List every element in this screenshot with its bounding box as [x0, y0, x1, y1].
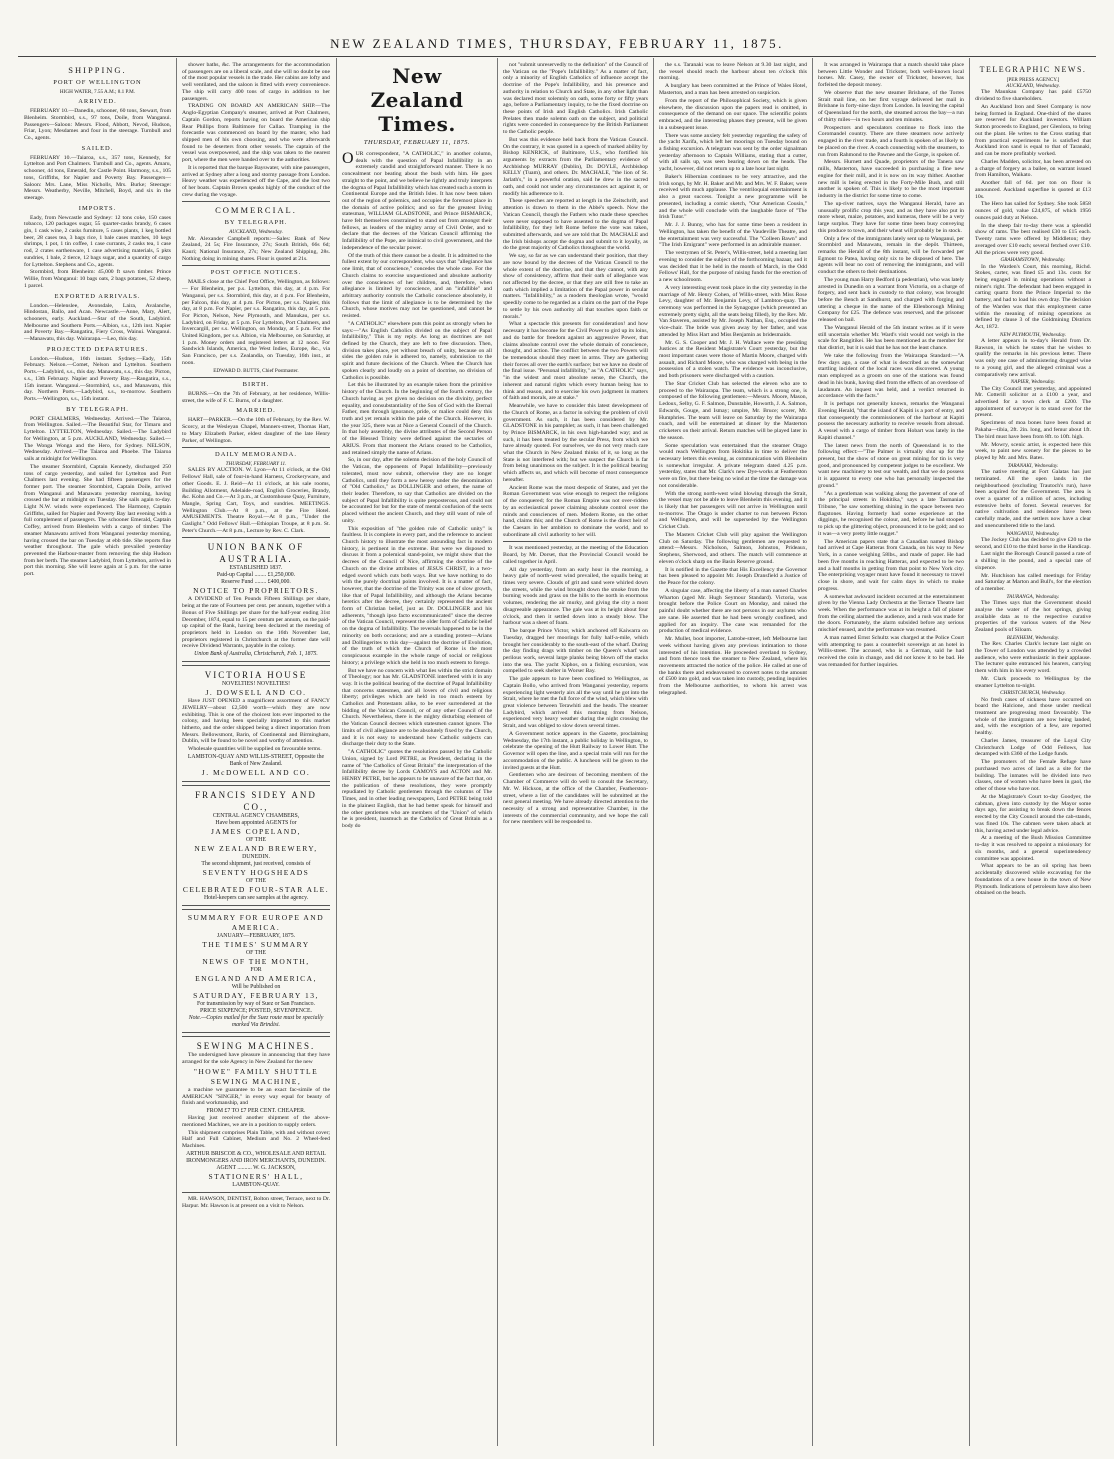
exports-text: London.—Helenslee, Avonsdale, Laira, Avalanche, Hindostan, Ballo, and Acan. Newcastle.—Anne, Mary, Alert, schooners, early. Auckland.—Star of the South, Ladybird. Melbourne and Southern Ports.—Albion, s.s., 12th inst. Napier and Poverty Bay.—Rangatira, Fiery Cross, Wainui. Wanganui.—Manawatu, this day. Wairarapa.—Leo, this day.	[24, 302, 171, 343]
post-heading: POST OFFICE NOTICES.	[210, 269, 302, 277]
article-paragraph: shower baths, &c. The arrangements for the accommodation of passengers are on a liberal scale, and she will no doubt be one of the most popular vessels in the trade. Her cabins are lofty and well ventilated, and the saloon is fitted with every convenience. The ship will carry 400 tons of cargo in addition to her passengers.	[182, 62, 330, 102]
advert-line: The second shipment, just received, consists of	[201, 861, 311, 868]
article-paragraph: It is reported that the barque Bayswater, with nine passengers, arrived at Sydney after a long and stormy passage from London. Heavy weather was experienced off the Cape, and she lost two of her boats. Captain Brown speaks highly of the conduct of the crew during the voyage.	[182, 164, 330, 198]
advert-line: PRICE SIXPENCE; POSTED, SEVENPENCE.	[200, 1008, 312, 1015]
news-paragraph: The up-river natives, says the Wanganui Herald, have an unusually prolific crop this year, and as they have also put in more wheat, maize, potatoes, and kumeras, there will be a very large surplus. They have for some time been busy conveying this produce to town, and their wheat will probably be in stock.	[818, 200, 964, 234]
bank-capital: Paid-up Capital ........ £1,250,000.	[216, 572, 296, 579]
telegram: Mr. Clark proceeds to Wellington by the steamer Lyttelton to-night.	[975, 675, 1091, 689]
advert-line: For transmission by way of Suez or San Francisco.	[196, 1001, 315, 1008]
memoranda-heading: DAILY MEMORANDA.	[215, 451, 297, 459]
leader-paragraph: "A CATHOLIC" quotes the resolutions passed by the Catholic Union, signed by Lord PETRE, as President, declaring in the name of "the Catholics of Great Britain" the interpretation of the Infallibility decree by Lords CAMOYS and ACTON and Mr. HENRY PETRE, but he appears to be unaware of the fact that, on the publication of these resolutions, they were promptly repudiated by Catholic gentlemen through the columns of The Times, and in other leading newspapers, Lord PETRE being told in the plainest English, that he had better speak for himself and the other gentlemen who are members of the "Union" of which he is president, inasmuch as the Catholics of Great Britain as a body do	[342, 749, 492, 829]
advert-text: Having just received another shipment of the above-mentioned Machines, we are in a position to supply orders.	[182, 1115, 330, 1128]
column-general-news	[818, 62, 964, 1442]
advert-line: Hotel-keepers can see samples at the agency.	[203, 895, 309, 902]
advert-line: JAMES COPELAND,	[210, 827, 301, 837]
advert-line: STATIONERS' HALL,	[208, 1172, 304, 1182]
news-paragraph: All day yesterday, from an early hour in the morning, a heavy gale of north-west wind prevailed, the squalls being at times very severe. Clouds of grit and sand were whirled down the streets, while the wind brought down the smoke from the burning woods and grass on the hills to the north in enormous volumes, rendering the air murky, and giving the city a most disagreeable appearance. The gale was at its height about four o'clock, and then it settled down into a steady blow. The harbour was a sheet of foam.	[503, 566, 648, 627]
advert-line: OF THE	[245, 878, 267, 885]
port-heading: PORT OF WELLINGTON	[53, 79, 142, 86]
news-paragraph: The Star Cricket Club has selected the eleven who are to proceed to the Wairarapa. The team, which is a strong one, is composed of the following gentlemen:—Messrs. Moore, Mason, Ledoux, Selby, G. F. Salmon, Dunstable, Howorth, J. A. Salmon, Edwards, Gouge, and Ismay; umpire, Mr. Bruce; scorer, Mr. Humphries. The team will leave on Saturday by the Wairarapa coach, and will be entertained at dinner by the Masterton cricketers on their arrival. Return matches will be played later in the season.	[659, 381, 807, 441]
telegram: Charles Madden, solicitor, has been arrested on a charge of forgery as a bailee, on warrant issued from Hamilton, Waikato.	[975, 158, 1091, 179]
sailed-heading: SAILED.	[81, 144, 114, 152]
leader-paragraph: Meanwhile, we have to consider this latest development of the Church of Rome, as a factor in solving the problem of civil government. As such, it has been considered by Mr. GLADSTONE in his pamphlet; as such, it has been challenged by Prince BISMARCK, in his own high-handed way; and as such, it has been treated by the secular Press, from which we have already quoted. For ourselves, we do not very much care what the Church in New Zealand thinks of it, so long as the State is not interfered with; but we suspect the Church is far from being unanimous on the subject. It is the political bearing which affects us, and which will become of most consequence hereafter.	[503, 403, 648, 483]
news-paragraph: There was some anxiety felt yesterday regarding the safety of the yacht Xarifa, which left her moorings on Tuesday bound on a fishing excursion. A telegram was sent by the order signalman yesterday afternoon to Captain Williams, stating that a cutter, with all sails up, was seen bearing down on the heads. The yacht, however, did not return up to a late hour last night.	[659, 132, 807, 173]
news-paragraph: The vestrymen of St. Peter's, Willis-street, held a meeting last evening to consider the subject of the forthcoming bazaar, and it was decided that it be held in the month of March, in the Odd Fellows' Hall, for the purpose of raising funds for the erection of a new schoolroom.	[659, 250, 807, 283]
advert-line: LAMBTON-QUAY.	[232, 1182, 280, 1189]
news-paragraph: It is perhaps not generally known, remarks the Wanganui Evening Herald, "that the island of Kapiti is a port of entry, and that consequently the commissioners of the harbour at Kapiti possess the necessary authority to receive vessels from abroad. A vessel with a cargo of timber from Hobart was lately in the Kapiti channel."	[818, 401, 964, 441]
telegram: In the sheep fair to-day there was a splendid show of rams. The best realised £30 to £15 each. Twenty rams were offered by Middleton; they averaged over £10 each; several fetched over £10. All the prices were very good.	[975, 222, 1091, 256]
imports-text: Stormbird, from Blenheim: 45,000 ft sawn timber. Prince Willie, from Wanganui: 10 bags oats, 2 bags potatoes, 52 sheep, 1 parcel.	[24, 269, 171, 289]
telegraph-text: PORT CHALMERS, Wednesday. Arrived.—The Taiaroa, from Wellington. Sailed.—The Beautiful Star, for Timaru and Lyttelton. LYTTELTON, Wednesday. Sailed.—The Ladybird for Wellington, at 5 p.m. AUCKLAND, Wednesday. Sailed.—The Wonga Wonga and the Hero, for Sydney. NELSON, Wednesday. Arrived.—The Taiaroa and Phoebe. The Taiaroa sails at midnight for Wellington.	[24, 415, 171, 462]
advert-line: SATURDAY, FEBRUARY 13,	[193, 991, 319, 1001]
leader-paragraph: But we have no concern with what lies within the strict domain of Theology; nor has Mr. GLADSTONE interfered with it in any way. It is the political bearing of the doctrine of Papal Infallibility that concerns statesmen, and all lovers of civil and religious liberty; privileges which are held in too much esteem by Catholics and Protestants alike, to be ever surrendered at the bidding of the Vatican Council, or of any other Council of the Church. Nevertheless, there is the mighty disturbing element of the Vatican Council decrees which statesmen cannot ignore. The limits of civil allegiance are to be absolutely fixed by the Church, and it is not easy to understand how Catholic subjects can discharge their duty to the State.	[342, 667, 492, 748]
news-paragraph: A man named Ernst Schultz was charged at the Police Court with attempting to pass a counterfeit sovereign at an hotel in Willis-street. The accused, who is a German, said he had received the coin in change, and did not know it to be bad. He was remanded for further inquiries.	[818, 634, 964, 668]
commercial-dateline: AUCKLAND, Wednesday.	[229, 229, 283, 236]
telegram: The promoters of the Female Refuge have purchased two acres of land as a site for the building. The inmates will be divided into two classes, one of women who have been in gaol, the other of those who have not.	[975, 759, 1091, 793]
advert-title: VICTORIA HOUSE	[204, 670, 308, 681]
news-paragraph: It was arranged in Wairarapa that a match should take place between Little Wonder and Trickster, both well-known local horses. Mr. Casey, the owner of Trickster, however, has forfeited the deposit money.	[818, 62, 964, 89]
summary-advert	[182, 909, 330, 1033]
dateline: CHRISTCHURCH, Wednesday.	[1000, 690, 1066, 697]
dateline: GRAHAMSTOWN, Wednesday.	[1000, 257, 1066, 264]
news-paragraph: Prospectors and speculators continue to flock into the Coromandel country. There are three steamers now actively engaged in the river trade, and a fourth is spoken of as likely to be placed on the river. A coach connecting with the steamers, to run from Rahmond to the Pawnee and the Gorge, is spoken of.	[818, 124, 964, 158]
bank-established: ESTABLISHED 1837.	[229, 565, 283, 572]
news-paragraph: A somewhat awkward incident occurred at the entertainment given by the Vienna Lady Orchestra at the Terrace Theatre last week. When the performance was at its height a fall of plaster from the ceiling alarmed the audience, and a rush was made for the doors. Fortunately, the alarm subsided before any serious mischief ensued, and the performance was resumed.	[818, 593, 964, 634]
births-text: BURNS.—On the 7th of February, at her residence, Willis-street, the wife of F. C. Burns, of a daughter.	[182, 390, 330, 404]
news-paragraph: "As a gentleman was walking along the pavement of one of the principal streets in Hokitika," says a late Tasmanian Tribune, "he saw something shining in the space between two flagstones. Having formerly had some experience at the diggings, he recognised the colour, and, before he had stooped to pick up the glittering object, pronounced it to be gold; and so it was—a very pretty little nugget."	[818, 490, 964, 537]
press-agency: [PER PRESS AGENCY.]	[1006, 77, 1060, 83]
bank-signature: Union Bank of Australia, Christchurch, Feb. 1, 1875.	[194, 651, 318, 658]
news-paragraph: the s.s. Taranaki was to leave Nelson at 9.30 last night, and the vessel should reach the harbour about ten o'clock this morning.	[659, 62, 807, 82]
column-notices	[182, 62, 330, 1442]
telegram: At a meeting of the Bush Mission Committee to-day it was resolved to appoint a missionary for six months, and a general superintendency committee was appointed.	[975, 835, 1091, 862]
arrived-text: FEBRUARY 10.—Danedin, schooner, 60 tons, Stewart, from Blenheim. Stormbird, s.s., 97 tons, Doile, from Wanganui. Passengers—Saloon: Messrs. Flood, Abbott, Nevod, Hudson, Friar, Lyon; Mesdames and four in the steerage. Turnbull and Co., agents.	[24, 108, 171, 142]
telegraphic-heading: TELEGRAPHIC NEWS.	[979, 65, 1087, 74]
drop-cap: O	[342, 150, 354, 167]
news-paragraph: The American papers state that a Canadian named Bishop had arrived at Cape Hatteras from Canada, on his way to New York, in a canoe weighing 58lbs., and made of paper. He had been five months in reaching Hatteras, and expected to be two and a half months in getting from that point to New York city. The enterprising voyager must have found it necessary to travel close in shore, and wait for calm days in which to make progress.	[818, 538, 964, 592]
news-paragraph: A singular case, affecting the liberty of a man named Charles Wharton (aged Mr. Hugh Seymour Standard). Victoria, was brought before the Police Court on Monday, and raised the painful doubt whether there are not persons in our asylums who are sane. He asserted that he had been wrongly confined, and applied for an inquiry. The case was remanded for the production of medical evidence.	[659, 588, 807, 635]
masthead-rule	[18, 56, 1096, 57]
advert-line: OF THE	[245, 837, 267, 844]
memoranda-text: SALES BY AUCTION. W. Lyon—At 11 o'clock, at the Old Fellows' Hall, sale of four-in-hand Harness, Crockeryware, and other Goods. E. J. Reid—At 11 o'clock, at his sale rooms, Building Allotment, Adelaide-road, English Groceries, Brandy, &c. Kohn and Co.—At 3 p.m., at Customhouse Quay, Furniture, Mangle, Spring Cart, Toys, and sundries. MEETINGS. Wellington Club.—At 8 p.m., at the Fire Hotel. AMUSEMENTS. Theatre Royal.—At 8 p.m., "Under the Gaslight." Odd Fellows' Hall.—Ethiopian Troupe, at 8 p.m. St. Peter's Church.—At 8 p.m., Lecture by Rev. C. Clark.	[182, 467, 330, 534]
telegram: The City Council met yesterday, and appointed Mr. Cotterill solicitor at a £100 a year, and advertised for a town clerk at £200. The appointment of surveyor is to stand over for the present.	[975, 385, 1091, 419]
births-heading: BIRTH.	[242, 380, 270, 388]
news-paragraph: The latest news from the north of Queensland is to the following effect:—"The Palmer is virtually shut up for the present, but the show of stone on great mining for tin is very good, and pronounced by competent judges to be excellent. We want new machinery to test our wealth, and that we do possess it is apparent to every one who has personally inspected the ground."	[818, 442, 964, 489]
advert-line: JANUARY—FEBRUARY, 1875.	[216, 933, 296, 940]
news-paragraph: We take the following from the Wairarapa Standard:—"A few days ago, a case of what is described as the somewhat startling incident of the local races was discovered. A young man employed as a groom on one of the stations was found dead in his bunk, having died from the effects of an overdose of laudanum. An inquest was held, and a verdict returned in accordance with the facts."	[818, 353, 964, 400]
bank-name: UNION BANK OF AUSTRALIA.	[207, 542, 305, 565]
news-paragraph: A Government notice appears in the Gazette, proclaiming Wednesday, the 17th instant, a public holiday in Wellington, to celebrate the opening of the Hutt Railway to Lower Hutt. The Governor will open the line, and a special train will run for the accommodation of the public. A luncheon will be given to the invited guests at the Hutt.	[503, 731, 648, 771]
news-paragraph: Some speculation was entertained that the steamer Otago would reach Wellington from Hokitika in time to deliver the necessary letters this evening, as communication with Blenheim is somewhat irregular. A private telegram dated 4.25 p.m. yesterday, states that Mr. Clark's new Dye-works at Featherston were on fire, but there being no wind at the time the damage was not considerable.	[659, 442, 807, 489]
news-paragraph: Messrs. Hurnett and Quade, proprietors of the Tanera saw mills, Masterton, have succeeded in purchasing a fine new engine for their mill, and it is now on its way thither. Another new mill is being erected in the Forty-Mile Bush, and still another is spoken of. This is likely to be the most important industry in the district for some time to come.	[818, 159, 964, 199]
exports-heading: EXPORTED ARRIVALS.	[54, 292, 141, 300]
sailed-text: FEBRUARY 10.—Taiaroa, s.s., 357 tons, Kennedy, for Lyttelton and Port Chalmers. Turnbull and Co., agents. Amaru, schooner, 44 tons, Emerald, for Castle Point. Harmony, s.s., 105 tons, Griffiths, for Napier and Poverty Bay. Passengers—Saloon: Mrs. Lane, Miss Nicholls, Mrs. Burke; Steerage: Messrs. Weatherby, Neville, Mitchell, Boyd, and six in the steerage.	[24, 154, 171, 201]
dateline: WANGANUI, Wednesday.	[1006, 530, 1060, 537]
leader-paragraph: These speeches are reported at length in the Zeitschrift, and attention is drawn to them in the Abbé's speech. Now the Vatican Council, though the Fathers who made these speeches were never supposed to have assented to the dogma of Papal Infallibility, for they left Rome before the vote was taken, submitted afterwards, and we are told that Dr. MACHALE and the Irish bishops accept the dogma and submit to it loyally, as do the great majority of Catholics throughout the world.	[503, 198, 648, 252]
divider	[182, 265, 330, 266]
post-signature: EDWARD D. BUTTS, Chief Postmaster.	[213, 367, 299, 374]
telegraph-heading: BY TELEGRAPH.	[66, 405, 129, 413]
married-heading: MARRIED.	[236, 407, 276, 415]
advert-line: Will be Published on	[231, 984, 281, 991]
news-paragraph: The gale appears to have been confined to Wellington, as Captain Bollo, who arrived from Wanganui yesterday, reports experiencing light westerly airs all the way until he got into the Strait, where he met the full force of the wind, which blew with great violence between Terawhiti and the heads. The steamer Ladybird, which arrived this morning from Nelson, experienced very heavy weather during the night crossing the Strait, and was obliged to slow down several times.	[503, 676, 648, 730]
advert-line: SEVENTY HOGSHEADS	[202, 868, 310, 878]
leader-paragraph: Let this be illustrated by an example taken from the primitive history of the Church. In the beginning of the fourth century, the Church having as yet given no decision on the divinity, perfect equality, and consubstantiality of the Son of God with the Eternal Father, men through ignorance, pride, or malice could deny this truth and yet remain within the pale of the Church. However, in the year 325, there was at Nice a General Council of the Church. In that holy assembly, the divine attributes of the Second Person of the Blessed Trinity were defined against the sectaries of ARIUS. From that moment the Arians ceased to be Catholics, and retained simply the name of Arians.	[342, 382, 492, 456]
telegram: The Times says that the Government should analyse the water of the hot springs, giving available data as to the respective curative properties of the various waters of the New Zealand pools of Siloam.	[975, 600, 1091, 634]
telegram: Another fall of 6d. per ton on flour is announced. Auckland superfine is quoted at £13 10s.	[975, 180, 1091, 200]
column-rule	[969, 58, 970, 1446]
advert-line: FROM £7 TO £7 PER CENT. CHEAPER.	[206, 1108, 306, 1115]
advert-owner: J. DOWSELL AND CO.	[205, 688, 307, 698]
advert-line: NEW ZEALAND BREWERY,	[194, 844, 318, 854]
post-text: MAILS close at the Chief Post Office, Wellington, as follows:— For Blenheim, per p.s. Lyttelton, this day, at 4 p.m. For Wanganui, per s.s. Stormbird, this day, at 4 p.m. For Blenheim, per Falcon, this day, at 4 p.m. For Picton, per s.s. Napier, this day, at 8 p.m. For Napier, per s.s. Rangatira, this day, at 5 p.m. For Picton, Nelson, New Plymouth, and Manukau, per s.s. Ladybird, on Friday, at 5 p.m. For Lyttelton, Port Chalmers, and Invercargill, per s.s. Wellington, on Monday, at 5 p.m. For the United Kingdom, per s.s. Albion, via Melbourne, on Saturday, at 1 p.m. Money orders and registered letters at 12 noon. For Sandwich Islands, America, the West Indies, Europe, &c., via San Francisco, per s.s. Zealandia, on Tuesday, 16th inst., at noon.	[182, 279, 330, 366]
news-paragraph: The young man Harry Bedford (a pedestrian), who was lately arrested in Dunedin on a warrant from Victoria, on a charge of forgery, and sent back in custody to that colony, was brought before the Bench at Sandhurst, and charged with forging and uttering a cheque in the name of the Ellenborough Mining Company for £25. The defence was reserved, and the prisoner released on bail.	[818, 276, 964, 324]
telegram: An Auckland Iron and Steel Company is now being formed in England. One-third of the shares are reserved for Auckland investors. William Sutton proceeds to England, per Glenlora, to bring out the plant. He writes to the Cross stating that from practical experiments he is satisfied that Auckland iron sand is equal to that of Taranaki, and can be more profitably worked.	[975, 104, 1091, 157]
news-paragraph: With the strong north-west wind blowing through the Strait, the vessel may not be able to leave Blenheim this evening, and it is likely that her passengers will not arrive in Wellington until to-morrow. The Otago is under charter to run between Picton and Wellington, and will be superseded by the Wellington Cricket Club.	[659, 490, 807, 531]
news-paragraph: From the report of the Philosophical Society, which is given elsewhere, the discussion upon the papers read is omitted, in consequence of the demand on our space. The scientific points embraced, and the interesting phases they present, will be given in a subsequent issue.	[659, 97, 807, 131]
leader-paragraph: This exposition of "the golden rule of Catholic unity" is faultless. It is complete in every part, and the reference to ancient Church history to illustrate the most astounding fact in modern history, is pertinent in the extreme. But were we disposed to discuss it from a polemical stand-point, we might show that the decrees of the Council of Nice, affirming the doctrine of the Church on the divine attributes of JESUS CHRIST, in a two-edged sword which cuts both ways. But we have nothing to do with the purely doctrinal points involved. It is a matter of fact, however, that the doctrine of the Trinity was one of slow growth, like that of Papal Infallibility, and although the Arians became heretics after the decree, they certainly represented the ancient form of Christian belief, just as Dr. DOLLINGER and his adherents, "though ipso facto excommunicated" since the decree of the Vatican Council, represent the older form of Catholic belief on the dogma of Infallibility. The reversals happened to be in the minority on both occasions; and are a standing protest—Arians and Dollingerites to this day—against the doctrine of Evolution, of the truth of which the Church of Rome is the most conspicuous example in the whole range of social or religious history; a privilege which she held in too much esteem to forego.	[342, 525, 492, 666]
projected-text: London.—Hudson, 16th instant. Sydney.—Eady, 15th February. Nelson.—Comet, Nelson and Lyttelton. Southern Ports.—Ladybird, s.s., this day. Manawatu, s.s., this day. Picton, s.s., 13th February. Napier and Poverty Bay.—Rangatira, s.s., 15th instant. Wanganui.—Stormbird, s.s., and Manawatu, this day. Northern Ports.—Ladybird, s.s., to-morrow. Southern Ports.—Wellington, s.s., 15th instant.	[24, 355, 171, 402]
commercial-subheading: BY TELEGRAPH.	[224, 219, 288, 227]
advert-line: AGENT .......... W. G. JACKSON,	[216, 1165, 296, 1172]
advert-title: FRANCIS SIDEY AND CO.,	[195, 790, 317, 813]
shipping-news: The steamer Stormbird, Captain Kennedy, discharged 250 tons of cargo yesterday, and sailed for Lyttelton and Port Chalmers last evening. She had fifteen passengers for the former port. The steamer Stormbird, Captain Doile, arrived from Wanganui and Manawatu yesterday morning, having crossed the bar at midnight on Tuesday. She sails again to-day. Light N.W. winds were experienced. The Harmony, Captain Griffiths, sailed for Napier and Poverty Bay last evening with a full complement of passengers. The schooner Emerald, Captain Coffey, arrived from Blenheim with a cargo of timber. The steamer Manawatu arrived from Wanganui yesterday morning, having crossed the bar on Tuesday at ebb tide. She reports fine weather throughout. The gale which prevailed yesterday prevented the Harbour-master from removing the ship Hudson from her berth. The steamer Ladybird, from Lyttelton, arrived in port this morning. She will leave again at 5 p.m. for the same port.	[24, 463, 171, 578]
advert-text: This shipment comprises Plain Table, with and without cover; Half and Full Cabinet, Medium and No. 2 Wheel-feed Machines.	[182, 1129, 330, 1150]
bank-notice-heading: NOTICE TO PROPRIETORS.	[193, 586, 319, 596]
news-paragraph: The Wanganui Herald of the 5th instant writes as if it were still uncertain whether Mr. Ward's visit would not weigh in the scale for Rangitikei. He has been mentioned as the member for that district, but it is said that he has not the least chance.	[818, 325, 964, 352]
telegram: The Maunkau Company has paid £5750 dividend to five shareholders.	[975, 89, 1091, 103]
sidey-advert	[182, 785, 330, 906]
leader-dateline: THURSDAY, FEBRUARY 11, 1875.	[363, 139, 471, 146]
advert-title: SEWING MACHINES.	[196, 1041, 316, 1052]
advert-line: ARTHUR BRISCOE & CO., WHOLESALE AND RETAIL IRONMONGERS AND IRON MERCHANTS, DUNEDIN.	[186, 1151, 326, 1165]
telegram: Mr. Hutchison has called meetings for Friday and Saturday at Marton and Bull's, for the election of a member.	[975, 572, 1091, 593]
telegram: What appears to be an oil spring has been accidentally discovered while excavating for the foundations of a new house in the town of New Plymouth. Indications of petroleum have also been obtained on the beach.	[975, 863, 1091, 897]
telegram: Charles James, treasurer of the Loyal City Christchurch Lodge of Odd Fellows, has decamped with £360 of the Lodge funds.	[975, 738, 1091, 758]
telegram: A letter appears in to-day's Herald from Dr. Rawson, in which he states that he wishes to qualify the remarks in his previous letter. There was only one case of administering drugged wine to a young girl, and the alleged criminal was a comparatively new arrival.	[975, 338, 1091, 378]
telegram: Mr. Mowry, scenic artist, is expected here this week, to paint new scenery for the pieces to be played by Mr. and Mrs. Bates.	[975, 441, 1091, 462]
dateline: AUCKLAND, Wednesday.	[1006, 83, 1060, 90]
column-local-news	[659, 62, 807, 1442]
bank-notice: A DIVIDEND of Ten Pounds Fifteen Shillings per share, being at the rate of Fourteen per cent. per annum, together with a Bonus of Five Shillings per share for the half-year ending 31st December, 1874, equal to 15 per centum per annum, on the paid-up capital of the Bank, having been declared at the meeting of proprietors held in London on the 16th November last, proprietors registered in Christchurch at the former date will receive Dividend Warrants, payable in the colony.	[182, 596, 330, 650]
advert-line: THE TIMES' SUMMARY	[202, 940, 310, 950]
leader-paragraph: Ancient Rome was the most despotic of States, and yet the Roman Government was wise enough to respect the religions of the conquered; for the Roman Empire was not over-ridden by an ecclesiastical power claiming absolute control over the minds and consciences of men. Modern Rome, on the other hand, claims this; and the Church of Rome is the direct heir of the Caesars in her ambition to dominate the world, and to subordinate all civil authority to her will.	[503, 484, 648, 538]
leader-paragraph: What a spectacle this presents for consideration! and how necessary it has become for the Civil Power to gird up its loins, and do battle for freedom against an aggressive Power, that claims absolute control over the whole domain of conscience, thought, and action. The conflict between the two Powers will be tremendous should they meet in arms. They are gathering their forces all over the earth's surface; but we have no doubt of the final issue. "Personal infallibility," as "A CATHOLIC" says, "in the widest and most absolute sense, the Church, the inherent and natural rights which every human being has to think and reason, and to exercise his own judgment in matters of faith and morals, are at stake."	[503, 321, 648, 402]
advert-line: FOR	[250, 967, 262, 974]
victoria-house-advert	[182, 665, 330, 782]
column-rule	[812, 58, 813, 1446]
advert-line: OF THE	[245, 950, 267, 957]
commercial-text: Mr. Alexander Campbell reports:—Sales: Bank of New Zealand, 24 5s; Fire Insurance, 27s; South British, 66s 6d; Kauri; National Insurance, 27s; New Zealand Shipping, 28s. Nothing doing in mining shares. Flour is quoted at 21s.	[182, 235, 330, 262]
advert-text: a machine we guarantee to be an exact fac-simile of the AMERICAN "SINGER," in every way equal for beauty of finish and workmanship, and	[182, 1086, 330, 1107]
married-text: HART—PARKER.—On the 10th of February, by the Rev. W. Scorcy, at the Wesleyan Chapel, Manners-street, Thomas Hart, to Mary Elizabeth Parker, eldest daughter of the late Henry Parker, of Wellington.	[182, 417, 330, 444]
advert-line: CELEBRATED FOUR-STAR ALE.	[182, 885, 330, 895]
advert-signature: J. McDOWELL AND CO.	[201, 768, 311, 778]
news-paragraph: Mr. G. S. Cooper and Mr. J. H. Wallace were the presiding Justices at the Resident Magistrate's Court yesterday, but the most important cases were those of Martin Moore, charged with assault, and Richard Moore, who was charged with being in the possession of a stolen watch. The evidence was inconclusive, and both prisoners were discharged with a caution.	[659, 339, 807, 380]
advert-address: LAMBTON-QUAY AND WILLIS-STREET, Opposite the Bank of New Zealand.	[187, 754, 325, 768]
advert-line: ENGLAND AND AMERICA,	[195, 974, 317, 984]
leader-paragraph: But was this evidence held back from the Vatican Council. On the contrary, it was quoted in a speech of marked ability by Bishop KENRICK, of Baltimore, U.S., who fortified his arguments by extracts from the Parliamentary evidence of Archbishop MURRAY (Dublin), Dr. DOYLE, Archbishop KELLY (Tuam), and others. Dr. MACHALE, "the lion of St. Jarlath's," in a powerful oration, said he drew in the sacred oath, and could not under any circumstances act against it, or modify his adherence to it.	[503, 136, 648, 197]
column-rule	[497, 58, 498, 1446]
advert-text: Wholesale quantities will be supplied on favourable terms.	[188, 746, 322, 753]
telegram: The Hero has sailed for Sydney. She took 5858 ounces of gold, value £24,875, of which 1956 ounces paid duty at Nelson.	[975, 201, 1091, 221]
divider	[182, 377, 330, 378]
leader-paragraph: We say, so far as we can understand their position, that they are now bound by the decrees of the Vatican Council to the whole extent of the doctrine, and that they cannot, with any show of consistency, affirm that their oath of allegiance was not affected by the decree, or that they are still free to take an oath which implied a limitation of the Papal power in secular matters. "Infallibility," as a modern theologian wrote, "would speedily come to be regarded as a claim on the part of the Pope to settle by his own authority all that touches upon faith or morals."	[503, 253, 648, 320]
advert-text: Have JUST OPENED a magnificent assortment of FANCY JEWELRY—about £2,500 worth—which they are now exhibiting. This is one of the choicest lots ever imported to the colony, and having been specially imported to this market hitherto, and the order shipped being a direct importation from Messrs. Bellowsmont, Barin, of Continental and Birmingham, Dublin, will be found to be novel and worthy of attention.	[182, 698, 330, 745]
column-leader	[342, 62, 492, 1442]
advert-line: CENTRAL AGENCY CHAMBERS,	[212, 813, 300, 820]
memoranda-date: THURSDAY, FEBRUARY 11.	[225, 461, 287, 468]
dentist-notice: MR. HAWSON, DENTIST, Bolton street, Terrace, next to Dr. Harpur. Mr. Hawson is at present on a visit to Nelson.	[182, 1196, 330, 1209]
divider	[503, 541, 648, 542]
dateline: TAURANGA, Wednesday.	[1006, 594, 1060, 601]
column-rule	[336, 58, 337, 1446]
dateline: NAPIER, Wednesday.	[1010, 379, 1056, 386]
telegram: The Rev. Charles Clark's lecture last night on the Tower of London was attended by a crowded audience, who were enthusiastic in their applause. The lecturer quite entranced his hearers, carrying them with him in his every word.	[975, 641, 1091, 674]
advert-line: Have been appointed AGENTS for	[215, 820, 297, 827]
news-paragraph: It is notified in the Gazette that His Excellency the Governor has been pleased to appoint Mr. Joseph Dransfield a Justice of the Peace for the colony.	[659, 566, 807, 587]
news-paragraph: We observe that the new steamer Brisbane, of the Torres Strait mail line, on her first voyage delivered her mail in Brisbane in forty-nine days from London. In leaving the capital of Queensland for the north, she steamed across the bay—a run of thirty miles—in two hours and ten minutes.	[818, 90, 964, 123]
column-leader-continued	[503, 62, 648, 1442]
high-water: HIGH WATER, 7.55 A.M.; 8.1 P.M.	[59, 89, 136, 95]
projected-heading: PROJECTED DEPARTURES.	[46, 345, 149, 353]
column-telegraphic	[975, 62, 1091, 1442]
leader-paragraph: So, in our day, after the solemn decision of the holy Council of the Vatican, the opponents of Papal Infallibility—previously tolerated, must now submit, otherwise they are no longer Catholics, until they form a new heresy under the denomination of "Old Catholics," as DOLLINGER and others, the name of their leader. Therefore, to say that Catholics are divided on the subject of Papal Infallibility is quite preposterous, and could not be accounted for but for the state of mental confusion of the sects placed without the ancient Church, and they still want of rule of unity.	[342, 457, 492, 524]
news-paragraph: A very interesting event took place in the city yesterday in the marriage of Mr. Henry Cohen, of Willis-street, with Miss Rose Levy, daughter of Mr. Benjamin Levy, of Lambton-quay. The ceremony was performed in the Synagogue (which presented an extremely pretty sight, all the seats being filled), by the Rev. Mr. Van Staveren, assisted by Mr. Joseph Nathan, Esq., occupied the vice-chair. The bride was given away by her father, and was attended by Miss Hart and Miss Benjamin as bridesmaids.	[659, 284, 807, 338]
leader-paragraph: Of the truth of this there cannot be a doubt. It is admitted to the fullest extent by our correspondent, who says that "allegiance has one limit, that of conscience," concedes the whole case. For the Church claims to exercise unquestioned and absolute authority over the consciences of her children, and, therefore, when allegiance is limited by conscience, and an "infallible" and arbitrary authority controls the Catholic conscience absolutely, it follows that the limit of allegiance is to be determined by the Church, whose motives may not be questioned, and cannot be resisted.	[342, 252, 492, 320]
advert-line: NEWS OF THE MONTH,	[202, 957, 310, 967]
telegram: Last night the Borough Council passed a rate of a shilling in the pound, and a special rate of sixpence.	[975, 551, 1091, 571]
column-shipping	[24, 62, 171, 1442]
news-paragraph: A burglary has been committed at the Prince of Wales Hotel, Masterton, and a man has been arrested on suspicion.	[659, 83, 807, 96]
news-paragraph: Baker's Hibernian continues to be very attractive, and the Irish songs, by Mr. H. Baker and Mr. and Mrs. W. F. Baker, were received with much applause. The ventriloquial entertainment is also a great success. Tonight a new programme will be presented, including a comic sketch, "Our American Cousin," and the whole will conclude with the laughable farce of "The Irish Tutor."	[659, 174, 807, 221]
newspaper-nameplate: New Zealand Times.	[370, 64, 464, 136]
column-rule	[653, 58, 654, 1446]
dateline: BLENHEIM, Wednesday.	[1006, 634, 1060, 641]
imports-text: Eady, from Newcastle and Sydney: 12 tons coke, 150 cases tobacco, 120 packages sugar, 55 quarter-casks brandy, 6 cases gin, 1 cask wine, 2 casks furniture, 5 cases plants, 1 keg bottled beer, 28 cases tea, 3 bags rice, 1 bale cases matches, 10 kegs shrimps, 1 pot, 1 tin coffee, 1 case currants, 2 casks tea, 1 case rod, 2 crates earthenware, 1 case advertising materials, 5 pkts sundries, 1 bale, 2 tierce, 12 bags sugar, and a quantity of cargo for Lyttelton. Stephens and Co., agents.	[24, 214, 171, 268]
sewing-machine-advert	[182, 1036, 330, 1193]
news-paragraph: Gentlemen who are desirous of becoming members of the Chamber of Commerce will do well to consult the Secretary, Mr. W. Hickson, at the office of the Chamber, Featherston-street, where a list of the candidates will be submitted at the next general meeting. We have already directed attention to the necessity of a strong and representative Chamber, in the interests of the commercial community, and we hope the call for new members will be responded to.	[503, 772, 648, 826]
advert-subtitle: NOVELTIES! NOVELTIES!	[222, 681, 290, 688]
telegram: In the Warden's Court, this morning, Richd. Stokes, carter, was fined £5 and 13s. costs for being engaged in mining operations without a miner's right. The defendant had been engaged in carting quartz from the Prince Imperial to the battery, and had to load his own dray. The decision of the Warden was that this employment came within the meaning of mining operations as defined by clause 3 of the Goldmining Districts Act, 1872.	[975, 263, 1091, 330]
bank-advert	[182, 537, 330, 662]
advert-line: Note.—Copies mailed for the Suez route must be specially marked Via Brindisi.	[188, 1015, 324, 1029]
leader-paragraph: "A CATHOLIC" elsewhere puts this point as strongly when he says:—"As English Catholics divided on the subject of Papal Infallibility," This is my reply. As long as doctrines are not defined by the Church, they are left to free discussion. Then, division takes place, yet without breach of unity, because on all sides the golden rule is adhered to, namely, submission to the spirit and future decisions of the Church. When the Church has spoken clearly and loudly on a point of doctrine, no division of Catholics is possible.	[342, 320, 492, 381]
advert-line: DUNEDIN.	[242, 854, 270, 861]
page-masthead: NEW ZEALAND TIMES, THURSDAY, FEBRUARY 11, 1875.	[330, 36, 784, 51]
dateline: TARANAKI, Wednesday.	[1007, 462, 1059, 469]
news-paragraph: Mr. Mullet, boot importer, Latrobe-street, left Melbourne last week without having given any previous intimation to those interested of his intention. He proceeded overland to Sydney, and from thence took the steamer to New Zealand, where his movements attracted the notice of the police. He called at one of the banks there and endeavoured to convert notes to the amount of £500 into gold, and was taken into custody, pending inquiries from the Melbourne authorities, to whom his arrest was telegraphed.	[659, 636, 807, 696]
telegram: The Jockey Club has decided to give £20 to the second, and £10 to the third horse in the Handicap.	[975, 536, 1091, 550]
telegram: At the Magistrate's Court to-day Goodyer, the cabman, given into custody by the Mayor some days ago, for assisting to break down the fences erected by the City Council around the cab-stands, was fined 10s. The cabmen were taken aback at this, having acted under legal advice.	[975, 794, 1091, 834]
commercial-heading: COMMERCIAL.	[215, 205, 297, 216]
article-paragraph: TRADING ON BOARD AN AMERICAN SHIP.—The Anglo-Egyptian Company's steamer, arrived at Port Chalmers, Captain Gordon, reports having on board the American ship Rear Phillips from Baltimore for Callao. Tramping in the forecastle was commenced on board by the master, who had shipped men of his own choosing, and who were afterwards found to be deserters from other vessels. The captain of the vessel was overpowered, and the ship was taken to the nearest port, where the men were handed over to the authorities.	[182, 103, 330, 164]
advert-line: "HOWE" FAMILY SHUTTLE SEWING MACHINE,	[193, 1066, 319, 1086]
news-paragraph: Mr. J. J. Bunny, who has for some time been a resident in Wellington, has taken the benefit of the Vaudeville Theatre, and the entertainment was very successful. The "Colleen Bawn" and "The Irish Emigrant" were performed in an admirable manner.	[659, 222, 807, 249]
dateline: NEW PLYMOUTH, Wednesday.	[999, 331, 1067, 338]
telegram: Specimens of moa bones have been found at Pakaha—tibia, 2ft. 2in. long, and femur about 1ft. The bird must have been from 8ft. to 10ft. high.	[975, 420, 1091, 440]
divider	[182, 201, 330, 202]
news-paragraph: It was mentioned yesterday, at the meeting of the Education Board, by Mr. Dorset, that the Provincial Council would be called together in April.	[503, 545, 648, 565]
leader-paragraph: not "submit unreservedly to the definition" of the Council of the Vatican on the "Pope's Infallibility." As a matter of fact, only a minority of English Catholics of influence accept the doctrine of the Pope's Infallibility, and his presence and authority in relation to Church and State, in any other light than was declared most solemnly on oath, some forty or fifty years ago, before a Parliamentary inquiry, to be the fixed doctrine on these points of Irish and English Catholics. Irish Catholic Prelates then made solemn oath on the subject, and political rights were conceded in consequence by the British Parliament to the Catholic people.	[503, 62, 648, 136]
divider	[182, 447, 330, 448]
bank-reserve: Reserve Fund ........ £400,000.	[221, 579, 291, 586]
news-paragraph: The Masters Cricket Club will play against the Wellington Club on Saturday. The following gentlemen are requested to attend:—Messrs. Nicholson, Salmon, Johnston, Prideaux, Stephens, Sherwood, and others. The match will commence at eleven o'clock sharp on the Basin Reserve ground.	[659, 532, 807, 565]
shipping-heading: SHIPPING.	[68, 65, 127, 75]
arrived-heading: ARRIVED.	[78, 98, 117, 106]
leader-paragraph: UR correspondent, "A CATHOLIC," in another column, deals with the question of Papal Infallibility in an extremely candid and straightforward manner. There is no concealment nor beating about the bush with him. He goes straight to the point, and we believe he rightly and truly interprets the dogma of Papal Infallibility which has created such a storm in Continental Europe and the British Isles. It has now been taken out of the region of polemics, and occupies the foremost place in the domain of active politics; and so far the greatest living statesman, WILLIAM GLADSTONE, and Prince BISMARCK, have felt themselves constrained to stand out from amongst their fellows, as leaders of the mighty array of Civil Order, and to declare that the decrees of the Vatican Council affirming the Infallibility of the Pope, are inimical to civil government, and the independence of the secular power.	[342, 151, 492, 251]
news-paragraph: Only a few of the immigrants lately sent up to Wanganui, per Stormbird and Manawatu, remain in the depôt. Thirteen, remarks the Herald of the 8th instant, will be forwarded per Egmont to Patea, having only six to be disposed of here. The agents will bear no cost of removing the immigrants, and will conduct the others to their destinations.	[818, 235, 964, 276]
advert-title: SUMMARY FOR EUROPE AND AMERICA.	[187, 913, 325, 933]
telegram: The native meeting at Fort Galatas has just terminated. All the open lands in the neighbourhood (excluding Trautoch's run), have been acquired for the Government. The area is over a quarter of a million of acres, including extensive belts of forest. Several reserves for native cultivation and residence have been carefully made, and the settlers now have a clear and unencumbered title to the land.	[975, 469, 1091, 529]
news-paragraph: The barque Prince Victor, which anchored off Kaiwarra on Tuesday, dragged her moorings for fully half-a-mile, which brought her considerably to the south-east of the wharf. During the day finding drags with timber on the Queen's wharf was perilous work, several large planks being blown off the stacks into the sea. The yacht Xiphos, on a fishing excursion, was compelled to seek shelter in Worser Bay.	[503, 628, 648, 675]
column-rule	[176, 58, 177, 1446]
imports-heading: IMPORTS.	[78, 204, 117, 212]
advert-text: The undersigned have pleasure in announcing that they have arranged for the sole Agency in New Zealand for the new	[182, 1052, 330, 1065]
telegram: No fresh cases of sickness have occurred on board the Halcione, and those under medical treatment are progressing most favourably. The whole of the immigrants are now being landed, and, with the exception of a few, are reported healthy.	[975, 696, 1091, 737]
